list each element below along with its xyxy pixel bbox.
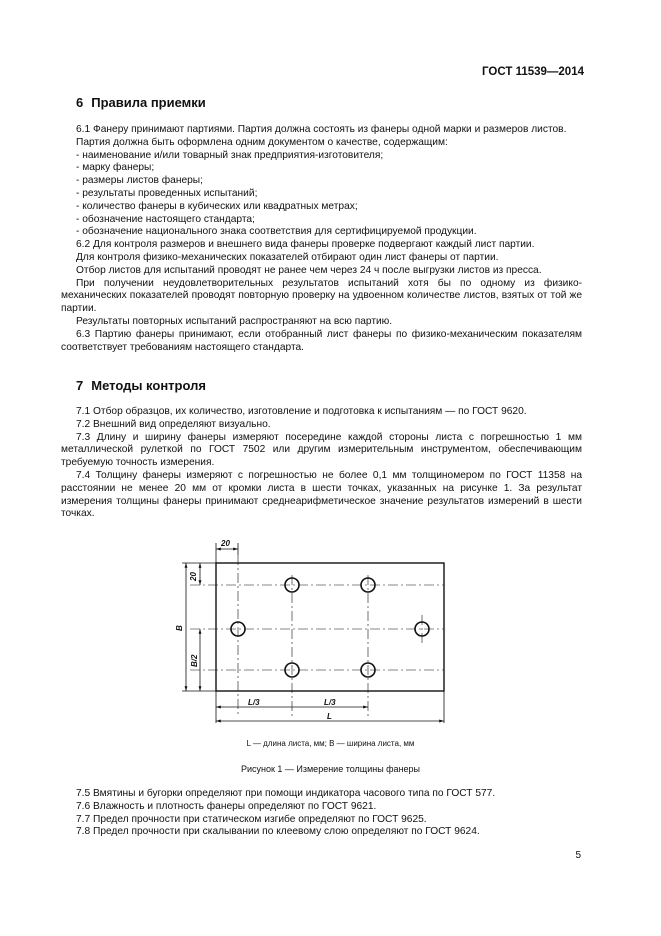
list-item: - размеры листов фанеры; bbox=[76, 175, 203, 187]
paragraph-7-4: 7.4 Толщину фанеры измеряют с погрешностью не более 0,1 мм толщиномером по ГОСТ 11358 на расстоянии не менее 20 мм от кромки листа в шести точках, указанных на рисунке 1. За результат измерения толщины фанеры принимают среднеарифметическое значение результатов измерений в шести точках. bbox=[61, 469, 582, 520]
figure-caption: Рисунок 1 — Измерение толщины фанеры bbox=[240, 764, 421, 774]
paragraph-document: Партия должна быть оформлена одним документом о качестве, содержащим: bbox=[76, 136, 448, 148]
paragraph-6-2-physical: Для контроля физико-механических показателей отбирают один лист фанеры от партии. bbox=[76, 251, 499, 263]
dim-label-L3-first: L/3 bbox=[248, 698, 260, 707]
section-7-title: Методы контроля bbox=[91, 378, 206, 393]
page-number: 5 bbox=[575, 850, 581, 861]
section-6-title: Правила приемки bbox=[91, 95, 206, 110]
paragraph-6-1: 6.1 Фанеру принимают партиями. Партия должна состоять из фанеры одной марки и размеров листов. bbox=[76, 124, 567, 135]
paragraph-7-7: 7.7 Предел прочности при статическом изгибе определяют по ГОСТ 9625. bbox=[76, 813, 427, 825]
section-7-body-continued bbox=[61, 788, 582, 839]
paragraph-7-1: 7.1 Отбор образцов, их количество, изготовление и подготовка к испытаниям — по ГОСТ 9620. bbox=[76, 406, 527, 417]
dim-label-L3-second: L/3 bbox=[324, 698, 336, 707]
paragraph-6-2-retest: При получении неудовлетворительных результатов испытаний хотя бы по одному из физико-механических показателей проводят повторную проверку на удвоенном количестве листов, взятых от той же партии. bbox=[61, 277, 582, 315]
section-7-heading bbox=[76, 378, 206, 393]
plywood-sheet bbox=[216, 563, 444, 691]
paragraph-7-3: 7.3 Длину и ширину фанеры измеряют посередине каждой стороны листа с погрешностью 1 мм металлической рулеткой по ГОСТ 7502 или другим измерительным инструментом, обеспечивающим требуемую точность измерения. bbox=[61, 431, 582, 469]
list-item: - наименование и/или товарный знак предприятия-изготовителя; bbox=[76, 149, 384, 161]
paragraph-6-2-sampling: Отбор листов для испытаний проводят не ранее чем через 24 ч после выгрузки листов из пресса. bbox=[76, 264, 542, 276]
paragraph-7-8: 7.8 Предел прочности при скалывании по клеевому слою определяют по ГОСТ 9624. bbox=[76, 826, 480, 838]
dim-label-side: 20 bbox=[189, 572, 198, 581]
list-item: - обозначение национального знака соответствия для сертифицируемой продукции. bbox=[76, 226, 477, 238]
paragraph-7-2: 7.2 Внешний вид определяют визуально. bbox=[76, 418, 271, 430]
figure-legend: L — длина листа, мм; B — ширина листа, мм bbox=[246, 739, 415, 748]
document-code: ГОСТ 11539—2014 bbox=[482, 66, 584, 78]
list-item: - марку фанеры; bbox=[76, 162, 155, 174]
paragraph-6-2-results: Результаты повторных испытаний распространяют на всю партию. bbox=[76, 315, 393, 327]
section-6-body bbox=[61, 124, 582, 354]
dim-label-top: 20 bbox=[221, 539, 230, 548]
list-item: - обозначение настоящего стандарта; bbox=[76, 213, 255, 225]
list-item: - количество фанеры в кубических или квадратных метрах; bbox=[76, 200, 358, 212]
paragraph-7-5: 7.5 Вмятины и бугорки определяют при помощи индикатора часового типа по ГОСТ 577. bbox=[76, 788, 496, 799]
section-6-number: 6 bbox=[76, 95, 84, 110]
list-item: - результаты проведенных испытаний; bbox=[76, 187, 258, 199]
section-7-number: 7 bbox=[76, 378, 84, 393]
dim-label-B2: B/2 bbox=[190, 654, 199, 667]
paragraph-6-3: 6.3 Партию фанеры принимают, если отобранный лист фанеры по физико-механическим показателям соответствует требованиям настоящего стандарта. bbox=[61, 328, 582, 353]
section-6-heading bbox=[76, 95, 206, 110]
section-7-body bbox=[61, 406, 582, 521]
figure-1-drawing bbox=[170, 535, 460, 735]
paragraph-6-2: 6.2 Для контроля размеров и внешнего вида фанеры проверке подвергают каждый лист партии. bbox=[76, 239, 535, 251]
dim-label-L: L bbox=[327, 712, 332, 721]
dim-label-B: B bbox=[175, 625, 184, 631]
paragraph-7-6: 7.6 Влажность и плотность фанеры определяют по ГОСТ 9621. bbox=[76, 800, 377, 812]
